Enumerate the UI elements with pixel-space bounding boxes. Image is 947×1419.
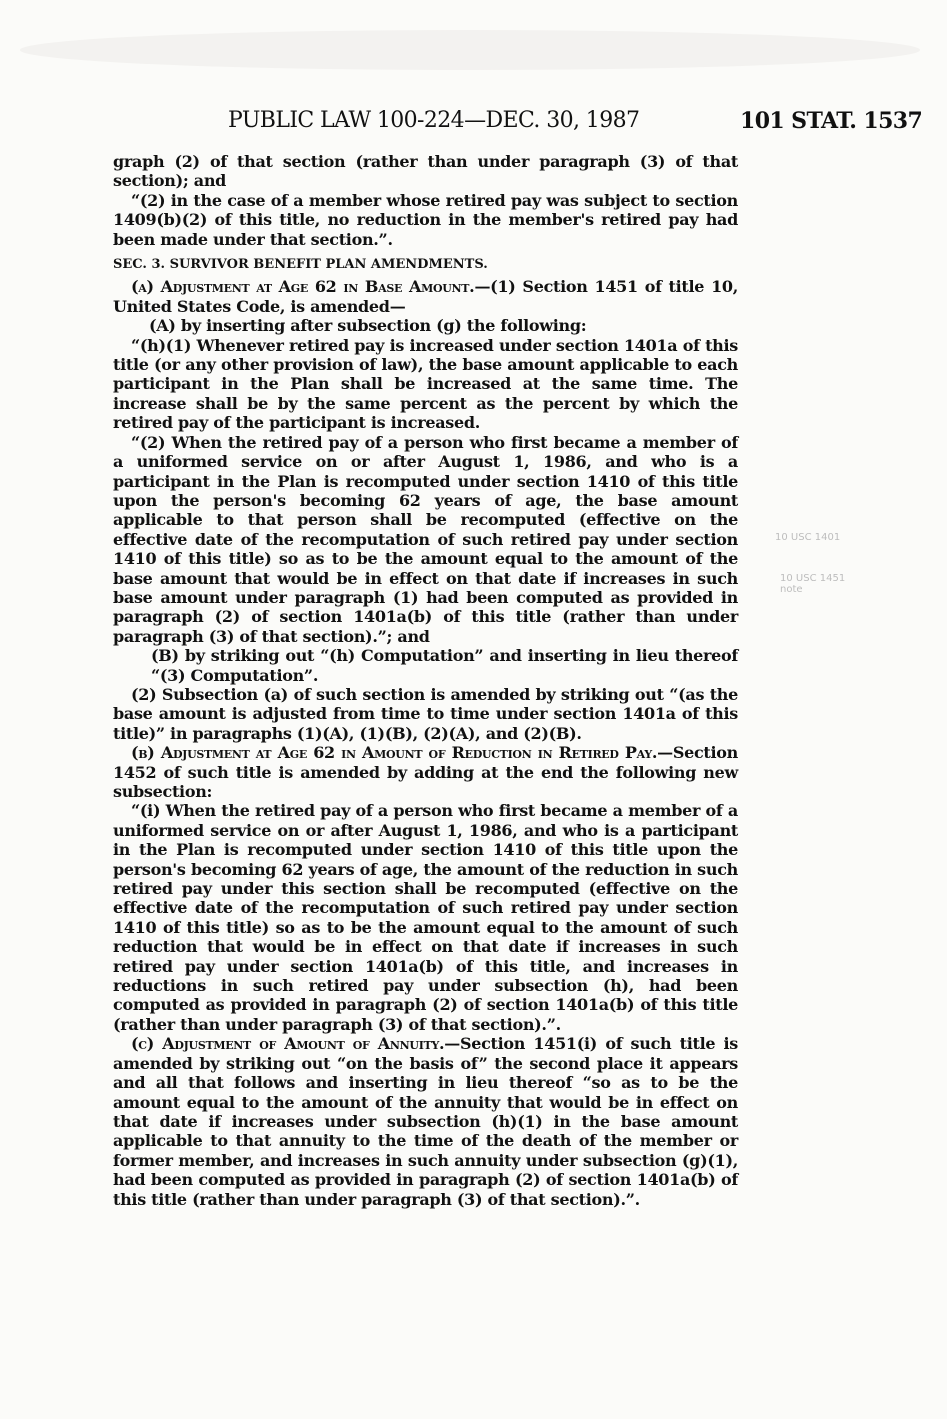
running-head: PUBLIC LAW 100-224—DEC. 30, 1987 bbox=[228, 108, 640, 133]
margin-note-2: 10 USC 1451 note bbox=[780, 573, 846, 595]
paragraph-text: (A) by inserting after subsection (g) the following: bbox=[149, 316, 587, 336]
paragraph-text: —Section 1452 of such title is amended by adding at the end the following new subsection: bbox=[113, 743, 738, 801]
paragraph bbox=[113, 801, 738, 1034]
margin-note-1: 10 USC 1401 bbox=[775, 532, 841, 543]
subsection-heading: (c) Adjustment of Amount of Annuity. bbox=[131, 1034, 445, 1054]
paragraph-text: (B) by striking out “(h) Computation” and inserting in lieu thereof “(3) Computation”. bbox=[151, 646, 738, 685]
paragraph-text: “(2) in the case of a member whose retired pay was subject to section 1409(b)(2) of this title, no reduction in the member's retired pay had been made under that section.”. bbox=[113, 190, 738, 249]
stat-page-number: 101 STAT. 1537 bbox=[740, 108, 923, 134]
paragraph-text: —Section 1451(i) of such title is amended by striking out “on the basis of” the second place it appears and all that follows and inserting in lieu thereof “so as to be the amount equal to the amount of the annuity that would be in effect on that date if increases under subsection (h)(1) in the base amount applicable to that annuity to the time of the death of the member or former member, and increases in such annuity under subsection (g)(1), had been computed as provided in paragraph (2) of section 1401a(b) of this title (rather than under paragraph (3) of that section).”. bbox=[113, 1034, 738, 1209]
paragraph-text: (2) Subsection (a) of such section is amended by striking out “(as the base amount is adjusted from time to time under section 1401a of this title)” in paragraphs (1)(A), (1)(B), (2)(A), and (2)(B). bbox=[113, 684, 738, 743]
section-heading bbox=[113, 255, 738, 274]
paragraph bbox=[113, 152, 738, 191]
paragraph-text: SEC. 3. SURVIVOR BENEFIT PLAN AMENDMENTS. bbox=[113, 257, 488, 273]
paragraph bbox=[113, 316, 738, 335]
body-text bbox=[113, 152, 738, 1209]
paragraph-text: “(i) When the retired pay of a person who first became a member of a uniformed service on or after August 1, 1986, and who is a participant in the Plan is recomputed under section 1410 of this title upon the person's becoming 62 years of age, the amount of the reduction in such retired pay under this section shall be recomputed (effective on the effective date of the recomputation of such retired pay under section 1410 of this title) so as to be the amount equal to the amount of such reduction that would be in effect on that date if increases in such retired pay under section 1401a(b) of this title, and increases in reductions in such retired pay under subsection (h), had been computed as provided in paragraph (2) of section 1401a(b) of this title (rather than under paragraph (3) of that section).”. bbox=[113, 801, 738, 1034]
paragraph-text: graph (2) of that section (rather than under paragraph (3) of that section); and bbox=[113, 152, 738, 191]
paper-blemish bbox=[20, 30, 920, 70]
paragraph bbox=[113, 433, 738, 646]
paragraph bbox=[113, 1034, 738, 1209]
paragraph-text: —(1) Section 1451 of title 10, United States Code, is amended— bbox=[113, 277, 739, 316]
paragraph bbox=[113, 191, 738, 249]
subsection-heading: (a) Adjustment at Age 62 in Base Amount. bbox=[131, 277, 475, 297]
paragraph bbox=[113, 336, 738, 433]
paragraph bbox=[113, 277, 738, 316]
subsection-heading: (b) Adjustment at Age 62 in Amount of Reduction in Retired Pay. bbox=[131, 743, 658, 763]
paragraph bbox=[113, 685, 738, 743]
paragraph bbox=[113, 743, 738, 801]
paragraph-text: “(h)(1) Whenever retired pay is increased under section 1401a of this title (or any other provision of law), the base amount applicable to each participant in the Plan shall be increased at the same time. The increase shall be by the same percent as the percent by which the retired pay of the participant is increased. bbox=[113, 335, 738, 433]
paragraph-text: “(2) When the retired pay of a person who first became a member of a uniformed service on or after August 1, 1986, and who is a participant in the Plan is recomputed under section 1410 of this title upon the person's becoming 62 years of age, the base amount applicable to that person shall be recomputed (effective on the effective date of the recomputation of such retired pay under section 1410 of this title) so as to be the amount equal to the amount of the base amount that would be in effect on that date if increases in such base amount under paragraph (1) had been computed as provided in paragraph (2) of section 1401a(b) of this title (rather than under paragraph (3) of that section).”; and bbox=[113, 432, 738, 646]
paragraph bbox=[113, 646, 738, 685]
